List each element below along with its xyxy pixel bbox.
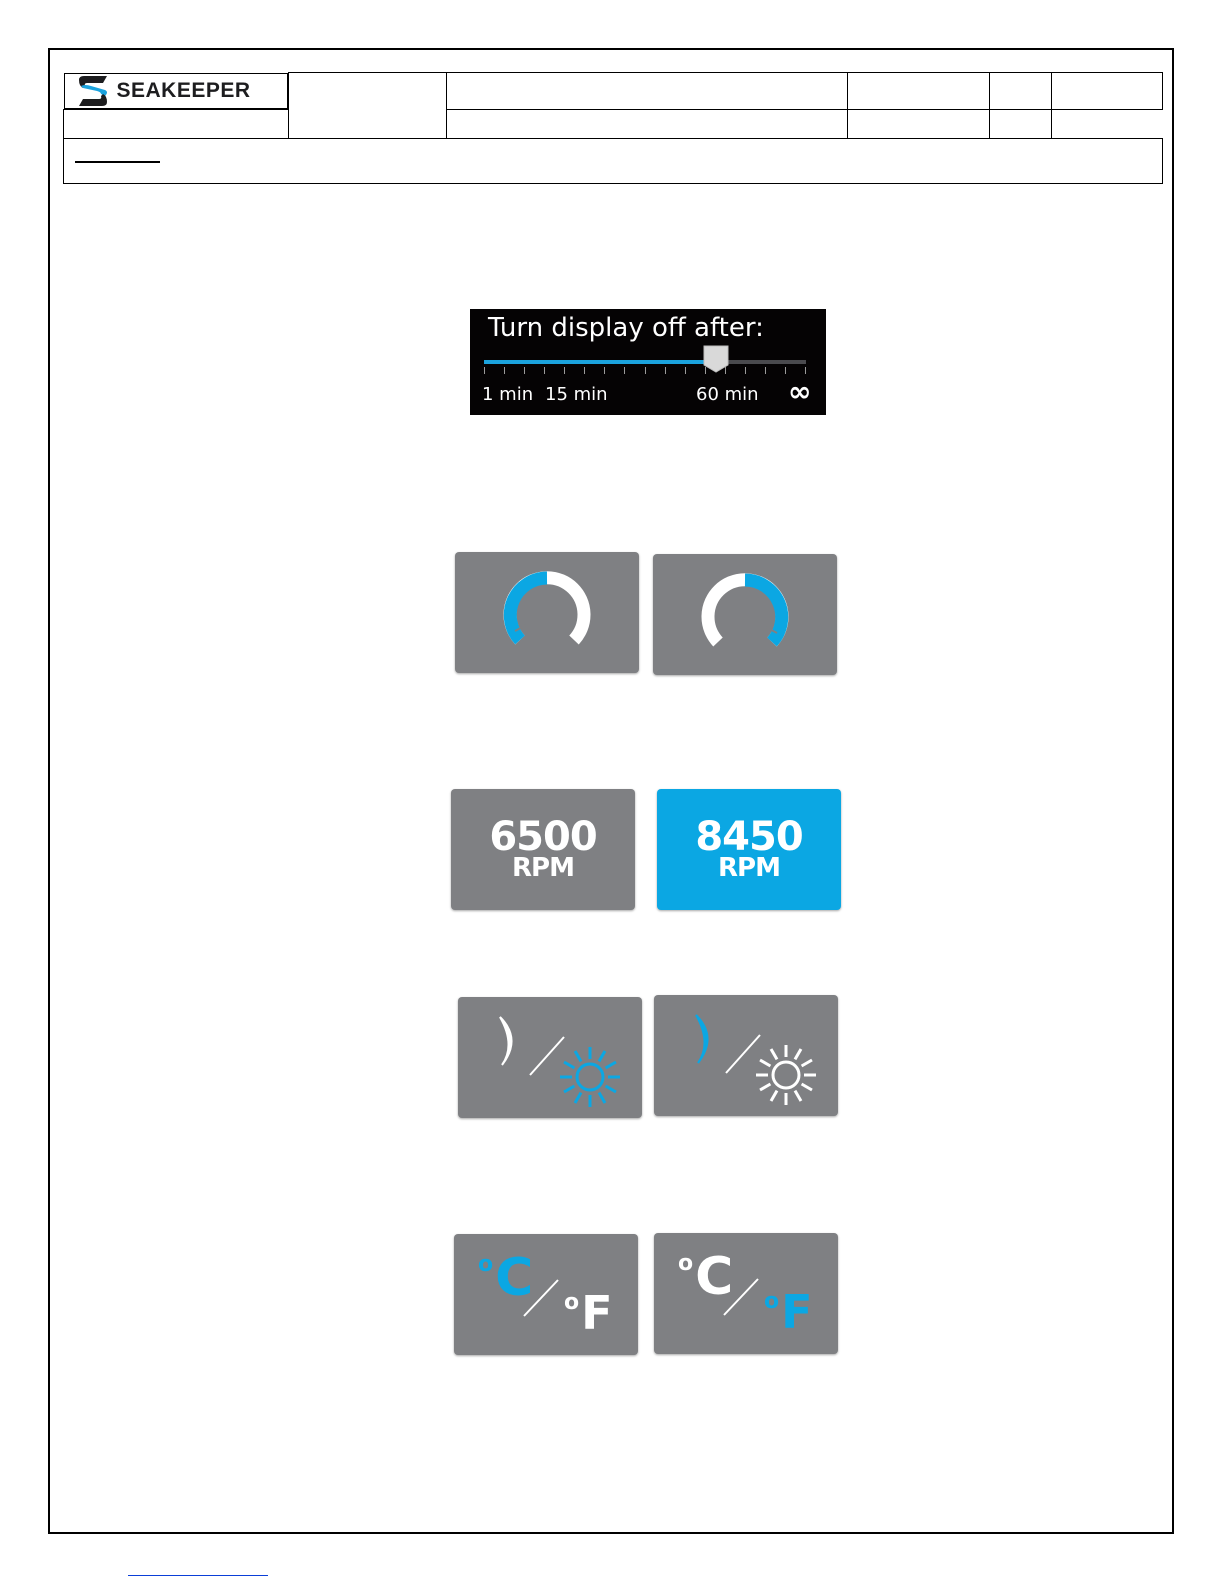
header-cell-page-value <box>990 109 1052 138</box>
slider-ticks <box>484 367 806 375</box>
slider-tick <box>544 367 545 374</box>
day-night-right-button[interactable] <box>654 995 838 1116</box>
slider-tick <box>484 367 485 374</box>
logo-wordmark: SEAKEEPER <box>116 78 251 102</box>
degree-symbol: o <box>564 1290 580 1315</box>
slider-label-15min: 15 min <box>545 384 608 405</box>
display-timeout-slider-panel <box>470 309 826 415</box>
slider-tick <box>564 367 565 374</box>
logo-cell <box>64 73 289 109</box>
slider-thumb[interactable] <box>703 345 729 373</box>
slider-tick <box>765 367 766 374</box>
slider-title: Turn display off after: <box>488 313 764 343</box>
fahrenheit-letter: F <box>581 1286 613 1340</box>
moon-sun-icon <box>654 995 838 1116</box>
slider-tick <box>504 367 505 374</box>
document-header-table <box>63 72 1163 184</box>
rpm-value: 6500 <box>489 814 597 860</box>
celsius-letter: C <box>495 1248 534 1308</box>
rpm-unit: RPM <box>718 853 780 883</box>
fahrenheit-label <box>764 1285 813 1339</box>
slider-tick <box>685 367 686 374</box>
fahrenheit-letter: F <box>781 1285 813 1339</box>
header-cell-date <box>447 109 848 138</box>
header-cell-title <box>447 73 848 110</box>
slider-tick <box>624 367 625 374</box>
rpm-unit: RPM <box>512 853 574 883</box>
gauge-left-button[interactable] <box>455 552 639 673</box>
slider-tick <box>584 367 585 374</box>
celsius-letter: C <box>695 1247 734 1307</box>
section-heading-underline <box>75 161 160 163</box>
moon-sun-icon <box>458 997 642 1118</box>
header-cell-rev <box>990 73 1052 110</box>
day-night-left-button[interactable] <box>458 997 642 1118</box>
footer-link[interactable] <box>128 1575 268 1576</box>
slider-tick <box>745 367 746 374</box>
header-section-row <box>64 138 1163 183</box>
slider-tick <box>785 367 786 374</box>
slider-label-infinity: ∞ <box>788 375 812 408</box>
slider-tick <box>604 367 605 374</box>
slider-tick <box>524 367 525 374</box>
slider-label-60min: 60 min <box>696 384 759 405</box>
gauge-right-arc-icon <box>653 554 837 675</box>
rpm-value: 8450 <box>695 814 803 860</box>
header-cell-page <box>1052 73 1163 110</box>
gauge-left-arc-icon <box>455 552 639 673</box>
header-cell-subtitle <box>64 109 289 138</box>
temp-unit-left-button[interactable] <box>454 1234 638 1355</box>
fahrenheit-label <box>564 1286 613 1340</box>
degree-symbol: o <box>764 1289 780 1314</box>
slider-track-fill <box>484 360 716 364</box>
temp-unit-right-button[interactable] <box>654 1233 838 1354</box>
rpm-left-button[interactable] <box>451 789 635 910</box>
header-cell-blank-1 <box>289 73 447 139</box>
degree-symbol: o <box>678 1251 694 1276</box>
slider-tick <box>665 367 666 374</box>
slider-tick <box>805 367 806 374</box>
rpm-right-button[interactable] <box>657 789 841 910</box>
slider-tick <box>645 367 646 374</box>
degree-symbol: o <box>478 1252 494 1277</box>
gauge-right-button[interactable] <box>653 554 837 675</box>
slider-label-1min: 1 min <box>482 384 534 405</box>
seakeeper-logo-icon <box>75 74 111 108</box>
header-cell-doc-no <box>848 73 990 110</box>
header-cell-rev-value <box>848 109 990 138</box>
